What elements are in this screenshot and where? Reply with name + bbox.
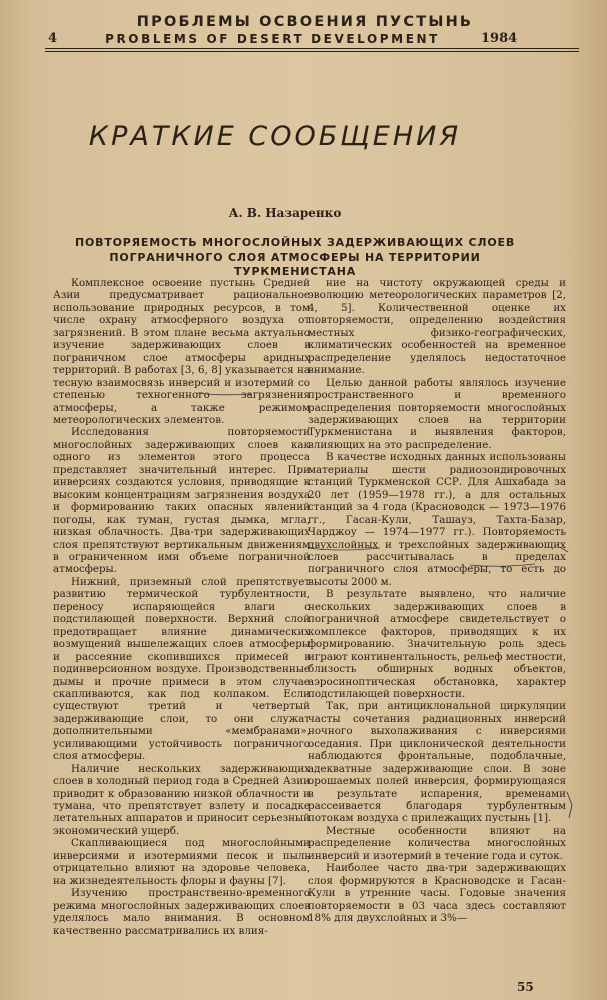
journal-title-en: PROBLEMS OF DESERT DEVELOPMENT [105, 32, 440, 46]
paragraph: Изучению пространственно-временного режима многослойных задерживающих слоев уделялось мало внимания. В основном качественно рассматривались их влия- [53, 887, 310, 937]
issue-number: 4 [48, 31, 58, 46]
pencil-underline-mark [196, 393, 252, 395]
paragraph: ние на чистоту окружающей среды и эволюцию метеорологических параметров [2, 4, 5]. Количественной оценке их повторяемости, определению воздействия местных физико-географических, климатических особенностей на временное распределение уделялось недостаточное внимание. [308, 277, 566, 377]
pencil-margin-mark [567, 792, 572, 818]
paragraph: В результате выявлено, что наличие нескольких задерживающих слоев в пограничной атмосфере свидетельствует о комплексе факторов, приводящих к их формированию. Значительную роль здесь играют континентальность, рельеф местности, близость обширных водных объектов, аэросиноптическая обстановка, характер подстилающей поверхности. [308, 588, 566, 700]
pencil-underline-mark [308, 548, 380, 550]
paragraph: Целью данной работы являлось изучение пространственного и временного распределения повторяемости многослойных задерживающих слоев на территории Туркменистана и выявления факторов, влияющих на это распределение. [308, 376, 566, 451]
paragraph: Скапливающиеся под многослойными инверсиями и изотермиями песок и пыль отрицательно влияют на здоровье человека, на жизнедеятельность флоры и фауны [7]. [53, 837, 310, 887]
pencil-margin-mark [560, 547, 568, 552]
page-number: 55 [517, 980, 534, 994]
paragraph: Комплексное освоение пустынь Средней Азии предусматривает рациональное использование природных ресурсов, в том числе охрану атмосферного воздуха от загрязнений. В этом плане весьма актуально изучение задерживающих слоев в пограничном слое атмосферы аридных территорий. В работах [3, 6, 8] указывается на тесную взаимосвязь инверсий и изотермий со степенью техногенного загрязнения атмосферы, а также режимом метеорологических элементов. [53, 277, 310, 426]
article-title: ПОВТОРЯЕМОСТЬ МНОГОСЛОЙНЫХ ЗАДЕРЖИВАЮЩИХ СЛОЕВ ПОГРАНИЧНОГО СЛОЯ АТМОСФЕРЫ НА ТЕРРИТОРИИ ТУРКМЕНИСТАНА [74, 236, 515, 278]
paragraph: Местные особенности влияют на распределение количества многослойных инверсий и изотермий в течение года и суток. [308, 824, 566, 862]
article-author: А. В. Назаренко [228, 206, 342, 220]
paragraph: Наиболее часто два-три задерживающих слоя формируются в Красноводске и Гасан-Кули в утренние часы. Годовые значения повторяемости в 03 часа здесь составляют 18% для двухслойных и 3%— [308, 862, 566, 925]
paragraph: Наличие нескольких задерживающих слоев в холодный период года в Средней Азии приводит к образованию низкой облачности и тумана, что препятствует взлету и посадке летательных аппаратов и приносит серьезный экономический ущерб. [53, 762, 310, 837]
paragraph: Исследования повторяемости многослойных задерживающих слоев как одного из элементов этого процесса представляет значительный интерес. При инверсиях создаются условия, приводящие к высоким концентрациям загрязнения воздуха и формированию таких опасных явлений погоды, как туман, густая дымка, мгла, низкая облачность. Два-три задерживающих слоя препятствуют вертикальным движениям в ограниченном ими объеме пограничной атмосферы. [53, 426, 310, 576]
section-title: КРАТКИЕ СООБЩЕНИЯ [88, 121, 462, 152]
paragraph: Так, при антициклональной циркуляции часты сочетания радиационных инверсий ночного выхолаживания с инверсиями оседания. При циклонической деятельности наблюдаются фронтальные, подоблачные, адекватные задерживающие слои. В зоне орошаемых полей инверсия, формирующаяся в результате испарения, временами рассеивается благодаря турбулентным потокам воздуха с прилежащих пустынь [1]. [308, 700, 566, 825]
issue-year: 1984 [481, 31, 518, 46]
pencil-underline-mark [470, 564, 535, 566]
journal-title-ru: ПРОБЛЕМЫ ОСВОЕНИЯ ПУСТЫНЬ [136, 14, 474, 30]
paragraph: В качестве исходных данных использованы материалы шести радиозондировочных станций Туркменской ССР. Для Ашхабада за 20 лет (1959—1978 гг.), а для остальных станций за 4 года (Красноводск — 1973—1976 гг., Гасан-Кули, Ташауз, Тахта-Базар, Чарджоу — 1974—1977 гг.). Повторяемость двухслойных и трехслойных задерживающих слоев рассчитывалась в пределах пограничного слоя атмосферы, то есть до высоты 2000 м. [308, 451, 566, 588]
paragraph: Нижний, приземный слой препятствует развитию термической турбулентности, переносу испаряющейся влаги с подстилающей поверхности. Верхний слой предотвращает влияние динамических возмущений вышележащих слоев атмосферы и рассеяние скопившихся примесей в подинверсионном воздухе. Производственные дымы и прочие примеси в этом случае скапливаются, как под колпаком. Если существуют третий и четвертый задерживающие слои, то они служат дополнительными «мембранами», усиливающими устойчивость пограничного слоя атмосферы. [53, 575, 310, 763]
